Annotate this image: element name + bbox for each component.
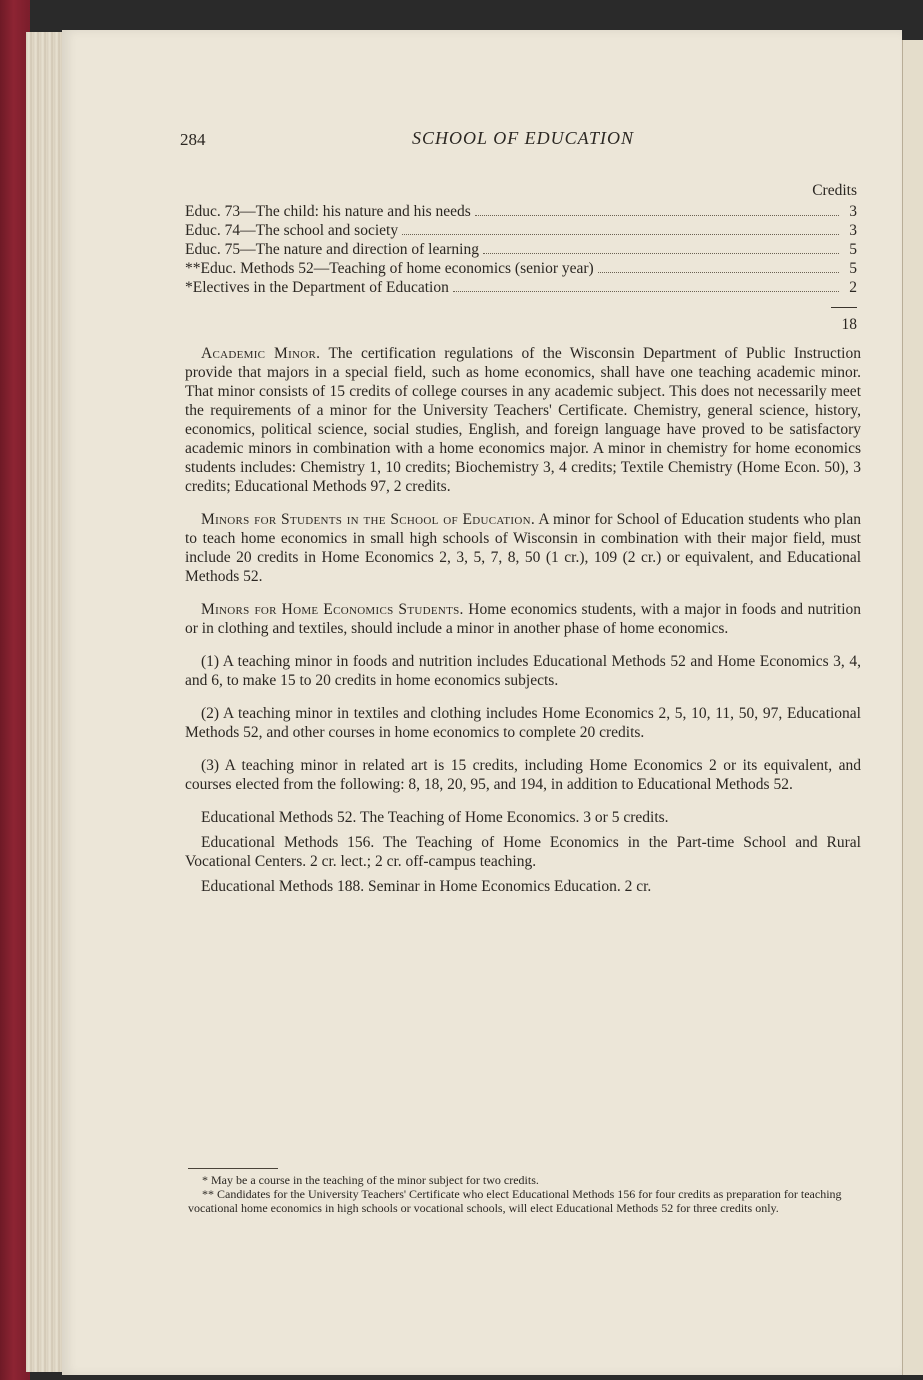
footnotes bbox=[188, 1168, 864, 1215]
course-row bbox=[185, 202, 857, 221]
footnote-rule bbox=[188, 1168, 278, 1169]
teaching-minor-item: (2) A teaching minor in textiles and clothing includes Home Economics 2, 5, 10, 11, 50, 97, Educational Methods 52, and other courses in home economics to complete 20 credits. bbox=[185, 705, 861, 741]
course-listing: Educational Methods 156. The Teaching of Home Economics in the Part-time School and Rural Vocational Centers. 2 cr. lect.; 2 cr. off-campus teaching. bbox=[185, 834, 861, 870]
paragraph-text: Home economics students, with a major in foods and nutrition or in clothing and textiles, should include a minor in another phase of home economics. bbox=[185, 601, 861, 637]
course-row bbox=[185, 259, 857, 278]
dot-leader bbox=[475, 203, 839, 216]
credits-total: 18 bbox=[841, 316, 857, 333]
section-heading: Minors for Students in the School of Education. bbox=[201, 511, 535, 528]
course-row bbox=[185, 221, 857, 240]
section-heading: Academic Minor. bbox=[201, 345, 321, 362]
teaching-minor-item: (3) A teaching minor in related art is 15 credits, including Home Economics 2 or its equivalent, and courses elected from the following: 8, 18, 20, 95, and 194, in addition to Educational Methods 52. bbox=[185, 757, 861, 793]
minors-home-economics-paragraph bbox=[185, 600, 861, 638]
course-credits: 5 bbox=[849, 260, 857, 277]
page-number: 284 bbox=[180, 130, 206, 149]
footnote: ** Candidates for the University Teachers' Certificate who elect Educational Methods 156 for four credits as preparation for teaching vocational home economics in high schools or vocational schools, will elect Educational Methods 52 for three credits only. bbox=[188, 1187, 842, 1215]
credits-column-header: Credits bbox=[812, 182, 857, 199]
course-name: Educ. 75—The nature and direction of learning bbox=[185, 241, 479, 258]
course-name: Educ. 73—The child: his nature and his needs bbox=[185, 203, 471, 220]
course-name: *Electives in the Department of Education bbox=[185, 279, 449, 296]
credits-table bbox=[185, 182, 857, 334]
running-title: SCHOOL OF EDUCATION bbox=[412, 128, 635, 148]
course-row bbox=[185, 278, 857, 297]
course-credits: 5 bbox=[849, 241, 857, 258]
course-listing: Educational Methods 188. Seminar in Home Economics Education. 2 cr. bbox=[201, 878, 652, 895]
page-header bbox=[180, 130, 860, 154]
dot-leader bbox=[453, 279, 839, 292]
dot-leader bbox=[598, 260, 839, 273]
course-row bbox=[185, 240, 857, 259]
body-text bbox=[185, 344, 861, 902]
paragraph-text: The certification regulations of the Wisconsin Department of Public Instruction provide that majors in a special field, such as home economics, shall have one teaching academic minor. That minor consists of 15 credits of college courses in any academic subject. This does not necessarily meet the requirements of a minor for the University Teachers' Certificate. Chemistry, general science, history, economics, political science, social studies, English, and foreign language have proved to be satisfactory academic minors in combination with a home economics major. A minor in chemistry for home economics students includes: Chemistry 1, 10 credits; Biochemistry 3, 4 credits; Textile Chemistry (Home Econ. 50), 3 credits; Educational Methods 97, 2 credits. bbox=[185, 345, 861, 495]
course-name: Educ. 74—The school and society bbox=[185, 222, 399, 239]
adjacent-page-edge bbox=[902, 40, 923, 1375]
course-credits: 3 bbox=[849, 222, 857, 239]
teaching-minor-item: (1) A teaching minor in foods and nutrition includes Educational Methods 52 and Home Economics 3, 4, and 6, to make 15 to 20 credits in home economics subjects. bbox=[185, 653, 861, 689]
footnote: * May be a course in the teaching of the minor subject for two credits. bbox=[202, 1173, 539, 1187]
course-credits: 3 bbox=[849, 203, 857, 220]
minors-school-of-education-paragraph bbox=[185, 510, 861, 586]
course-listing: Educational Methods 52. The Teaching of Home Economics. 3 or 5 credits. bbox=[201, 809, 669, 826]
paragraph-text: A minor for School of Education students who plan to teach home economics in small high schools of Wisconsin in combination with their major field, must include 20 credits in Home Economics 2, 3, 5, 7, 8, 50 (1 cr.), 109 (2 cr.) or equivalent, and Educational Methods 52. bbox=[185, 511, 861, 585]
academic-minor-paragraph bbox=[185, 344, 861, 496]
section-heading: Minors for Home Economics Students. bbox=[201, 601, 464, 618]
course-name: **Educ. Methods 52—Teaching of home economics (senior year) bbox=[185, 260, 594, 277]
dot-leader bbox=[402, 222, 839, 235]
dot-leader bbox=[483, 241, 839, 254]
course-credits: 2 bbox=[849, 279, 857, 296]
